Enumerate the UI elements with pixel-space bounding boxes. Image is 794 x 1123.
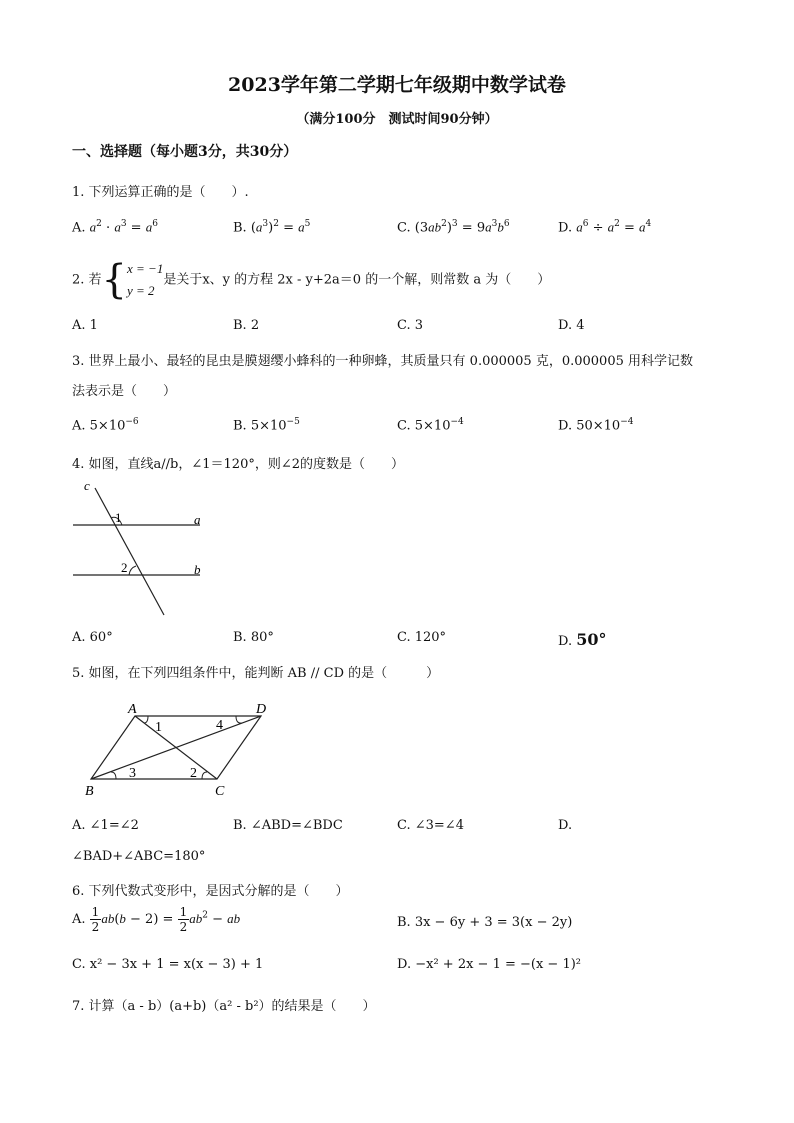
- question-7-stem: 7. 计算（a - b）(a+b)（a² - b²）的结果是（ ）: [72, 999, 376, 1014]
- q2-option-c: C. 3: [397, 318, 424, 333]
- line-c: [95, 488, 164, 615]
- label-a: a: [194, 512, 201, 527]
- angle-1-arc: [144, 716, 148, 723]
- label-C: C: [215, 784, 225, 799]
- q1-option-d: D. $a^6 \div a^2 = a^4$: [558, 219, 652, 236]
- label-angle-1: 1: [115, 510, 122, 525]
- q5-option-d: D.: [558, 818, 573, 833]
- question-3-line-1: 3. 世界上最小、最轻的昆虫是膜翅缨小蜂科的一种卵蜂，其质量只有 0.000005 克，0.000005 用科学记数: [72, 354, 693, 369]
- q1-option-b: B. $(a^3)^2 = a^5$: [233, 219, 311, 236]
- question-5-stem: 5. 如图，在下列四组条件中，能判断 AB // CD 的是（ ）: [72, 666, 440, 681]
- parallel-lines-figure: [68, 478, 218, 623]
- q6-option-c: C. x² − 3x + 1 = x(x − 3) + 1: [72, 957, 264, 972]
- q6-option-d: D. −x² + 2x − 1 = −(x − 1)²: [397, 957, 582, 972]
- q5-option-c: C. ∠3=∠4: [397, 818, 464, 833]
- q5-option-a: A. ∠1=∠2: [72, 818, 139, 833]
- q3-option-a: A. $5\times 10^{-6}$: [72, 417, 139, 434]
- label-A: A: [128, 702, 137, 717]
- q5-option-b: B. ∠ABD=∠BDC: [233, 818, 343, 833]
- label-D: D: [256, 702, 267, 717]
- q3-option-b: B. $5\times 10^{-5}$: [233, 417, 300, 434]
- q5-option-d-continued: ∠BAD+∠ABC=180°: [72, 849, 206, 864]
- angle-4-arc: [236, 716, 242, 723]
- label-b: b: [194, 562, 201, 577]
- question-1-stem: 1. 下列运算正确的是（ ）.: [72, 185, 249, 200]
- q3-option-d: D. $50\times 10^{-4}$: [558, 417, 634, 434]
- label-angle-3: 3: [129, 766, 136, 781]
- label-angle-2: 2: [190, 766, 197, 781]
- q2-option-b: B. 2: [233, 318, 260, 333]
- diagonal-bd: [91, 716, 261, 779]
- label-c: c: [84, 478, 90, 493]
- system-brace: {: [101, 257, 127, 303]
- question-4-stem: 4. 如图，直线a//b，∠1＝120°，则∠2的度数是（ ）: [72, 457, 405, 472]
- q6-option-b: B. 3x − 6y + 3 = 3(x − 2y): [397, 915, 573, 930]
- question-2-stem: 2. 若{ x = −1 y = 2 是关于x、y 的方程 2x - y+2a＝0 的一个解，则常数 a 为（ ）: [72, 257, 551, 303]
- label-B: B: [85, 784, 94, 799]
- exam-title: 2023学年第二学期七年级期中数学试卷: [228, 74, 566, 96]
- q1-option-a: A. $a^2 \cdot a^3 = a^6$: [72, 219, 158, 236]
- angle-2-arc: [202, 772, 207, 779]
- q4-option-d: D. 50°: [558, 630, 607, 649]
- question-6-stem: 6. 下列代数式变形中，是因式分解的是（ ）: [72, 884, 349, 899]
- angle-3-arc: [111, 772, 116, 779]
- label-angle-4: 4: [216, 718, 223, 733]
- q2-option-d: D. 4: [558, 318, 585, 333]
- parallelogram-figure: [78, 696, 278, 800]
- q6-option-a: A. $\frac{1}{2}$ ab(b − 2) = $\frac{1}{2}$ $ab^2$ − ab: [72, 905, 241, 934]
- angle-2-arc: [129, 566, 136, 575]
- label-angle-2: 2: [121, 560, 128, 575]
- question-3-line-2: 法表示是（ ）: [72, 384, 177, 399]
- q2-option-a: A. 1: [72, 318, 98, 333]
- q3-option-c: C. $5\times 10^{-4}$: [397, 417, 464, 434]
- q4-option-c: C. 120°: [397, 630, 447, 645]
- label-angle-1: 1: [155, 720, 162, 735]
- section-heading: 一、选择题（每小题3分，共30分）: [72, 144, 298, 160]
- exam-subtitle: （满分100分 测试时间90分钟）: [296, 112, 498, 127]
- q4-option-b: B. 80°: [233, 630, 274, 645]
- q4-option-a: A. 60°: [72, 630, 113, 645]
- q1-option-c: C. $(3ab^2)^3 = 9a^3b^6$: [397, 219, 510, 236]
